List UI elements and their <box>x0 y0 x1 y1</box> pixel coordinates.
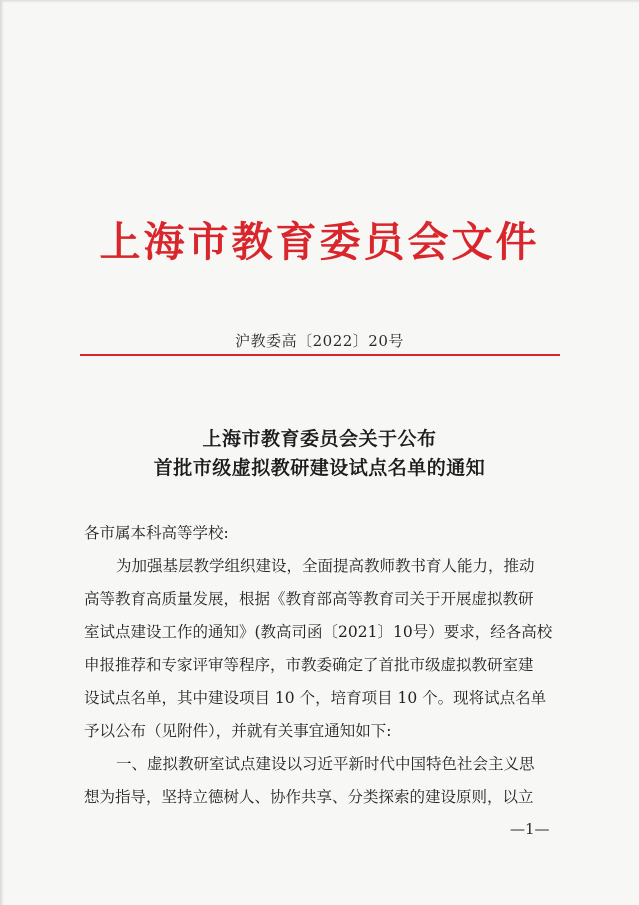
body-line-8: 想为指导，坚持立德树人、协作共享、分类探索的建设原则，以立 <box>84 788 534 806</box>
body-line-3: 室试点建设工作的通知》(教高司函〔2021〕10号）要求，经各高校 <box>84 623 553 641</box>
page-edge-shadow-top <box>0 0 639 3</box>
body-line-4: 申报推荐和专家评审等程序，市教委确定了首批市级虚拟教研室建 <box>84 656 534 674</box>
notice-title-line-2: 首批市级虚拟教研建设试点名单的通知 <box>153 457 486 479</box>
red-divider-line <box>80 354 560 356</box>
body-line-2: 高等教育高质量发展，根据《教育部高等教育司关于开展虚拟教研 <box>84 590 534 608</box>
body-line-1: 为加强基层教学组织建设，全面提高教师教书育人能力，推动 <box>116 557 535 575</box>
body-line-5: 设试点名单，其中建设项目 10 个，培育项目 10 个。现将试点名单 <box>84 689 547 707</box>
salutation: 各市属本科高等学校: <box>84 524 229 542</box>
body-line-7: 一、虚拟教研室试点建设以习近平新时代中国特色社会主义思 <box>116 755 535 773</box>
body-line-6: 予以公布（见附件），并就有关事宜通知如下: <box>84 722 392 740</box>
issuer-title: 上海市教育委员会文件 <box>99 218 540 266</box>
page-number: —1— <box>510 820 550 838</box>
document-number: 沪教委高〔2022〕20号 <box>235 332 404 350</box>
notice-title-line-1: 上海市教育委员会关于公布 <box>202 428 437 450</box>
